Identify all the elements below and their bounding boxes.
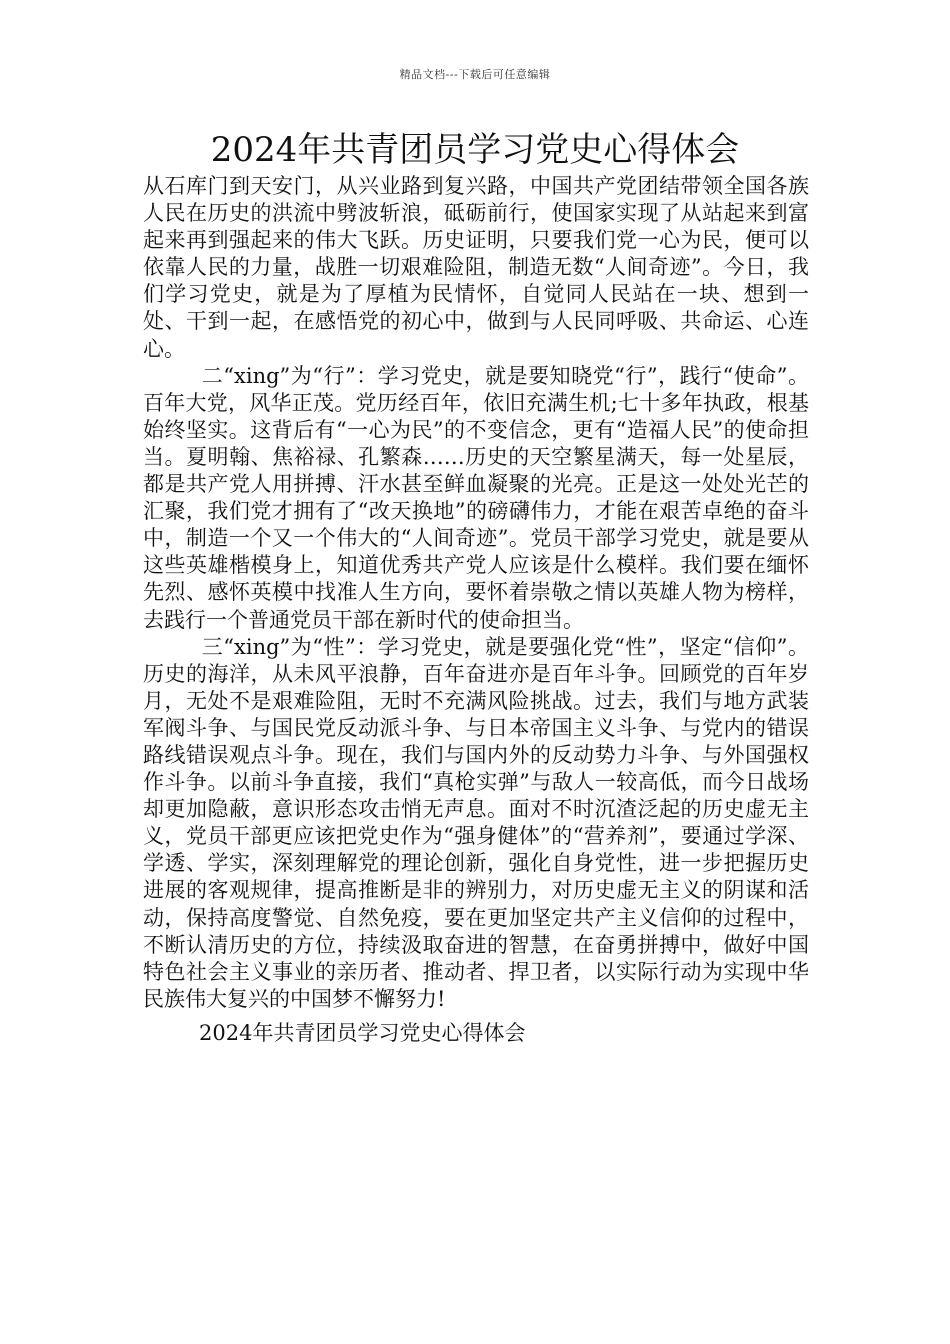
- document-title: 2024年共青团员学习党史心得体会: [210, 130, 740, 170]
- paragraph-2: 二“xing”为“行”：学习党史，就是要知晓党“行”，践行“使命”。百年大党，风华正茂。党历经百年，依旧充满生机;七十多年执政，根基始终坚实。这背后有“一心为民”的不变信念，更有“造福人民”的使命担当。夏明翰、焦裕禄、孔繁森……历史的天空繁星满天，每一处星辰，都是共产党人用拼搏、汗水甚至鲜血凝聚的光亮。正是这一处处光芒的汇聚，我们党才拥有了“改天换地”的磅礴伟力，才能在艰苦卓绝的奋斗中，制造一个又一个伟大的“人间奇迹”。党员干部学习党史，就是要从这些英雄楷模身上，知道优秀共产党人应该是什么模样。我们要在缅怀先烈、感怀英模中找准人生方向，要怀着崇敬之情以英雄人物为榜样，去践行一个普通党员干部在新时代的使命担当。: [143, 363, 809, 632]
- page-header-note: 精品文档---下载后可任意编辑: [399, 68, 551, 81]
- paragraph-3: 三“xing”为“性”：学习党史，就是要强化党“性”，坚定“信仰”。历史的海洋，从未风平浪静，百年奋进亦是百年斗争。回顾党的百年岁月，无处不是艰难险阻，无时不充满风险挑战。过去，我们与地方武装军阀斗争、与国民党反动派斗争、与日本帝国主义斗争、与党内的错误路线错误观点斗争。现在，我们与国内外的反动势力斗争、与外国强权作斗争。以前斗争直接，我们“真枪实弹”与敌人一较高低，而今日战场却更加隐蔽，意识形态攻击悄无声息。面对不时沉渣泛起的历史虚无主义，党员干部更应该把党史作为“强身健体”的“营养剂”，要通过学深、学透、学实，深刻理解党的理论创新，强化自身党性，进一步把握历史进展的客观规律，提高推断是非的辨别力，对历史虚无主义的阴谋和活动，保持高度警觉、自然免疫，要在更加坚定共产主义信仰的过程中，不断认清历史的方位，持续汲取奋进的智慧，在奋勇拼搏中，做好中国特色社会主义事业的亲历者、推动者、捍卫者，以实际行动为实现中华民族伟大复兴的中国梦不懈努力!: [143, 634, 809, 1011]
- document-footer-title: 2024年共青团员学习党史心得体会: [199, 1021, 526, 1045]
- document-body: [143, 173, 809, 1013]
- paragraph-1: 从石库门到天安门，从兴业路到复兴路，中国共产党团结带领全国各族人民在历史的洪流中劈波斩浪，砥砺前行，使国家实现了从站起来到富起来再到强起来的伟大飞跃。历史证明，只要我们党一心为民，便可以依靠人民的力量，战胜一切艰难险阻，制造无数“人间奇迹”。今日，我们学习党史，就是为了厚植为民情怀，自觉同人民站在一块、想到一处、干到一起，在感悟党的初心中，做到与人民同呼吸、共命运、心连心。: [143, 174, 809, 361]
